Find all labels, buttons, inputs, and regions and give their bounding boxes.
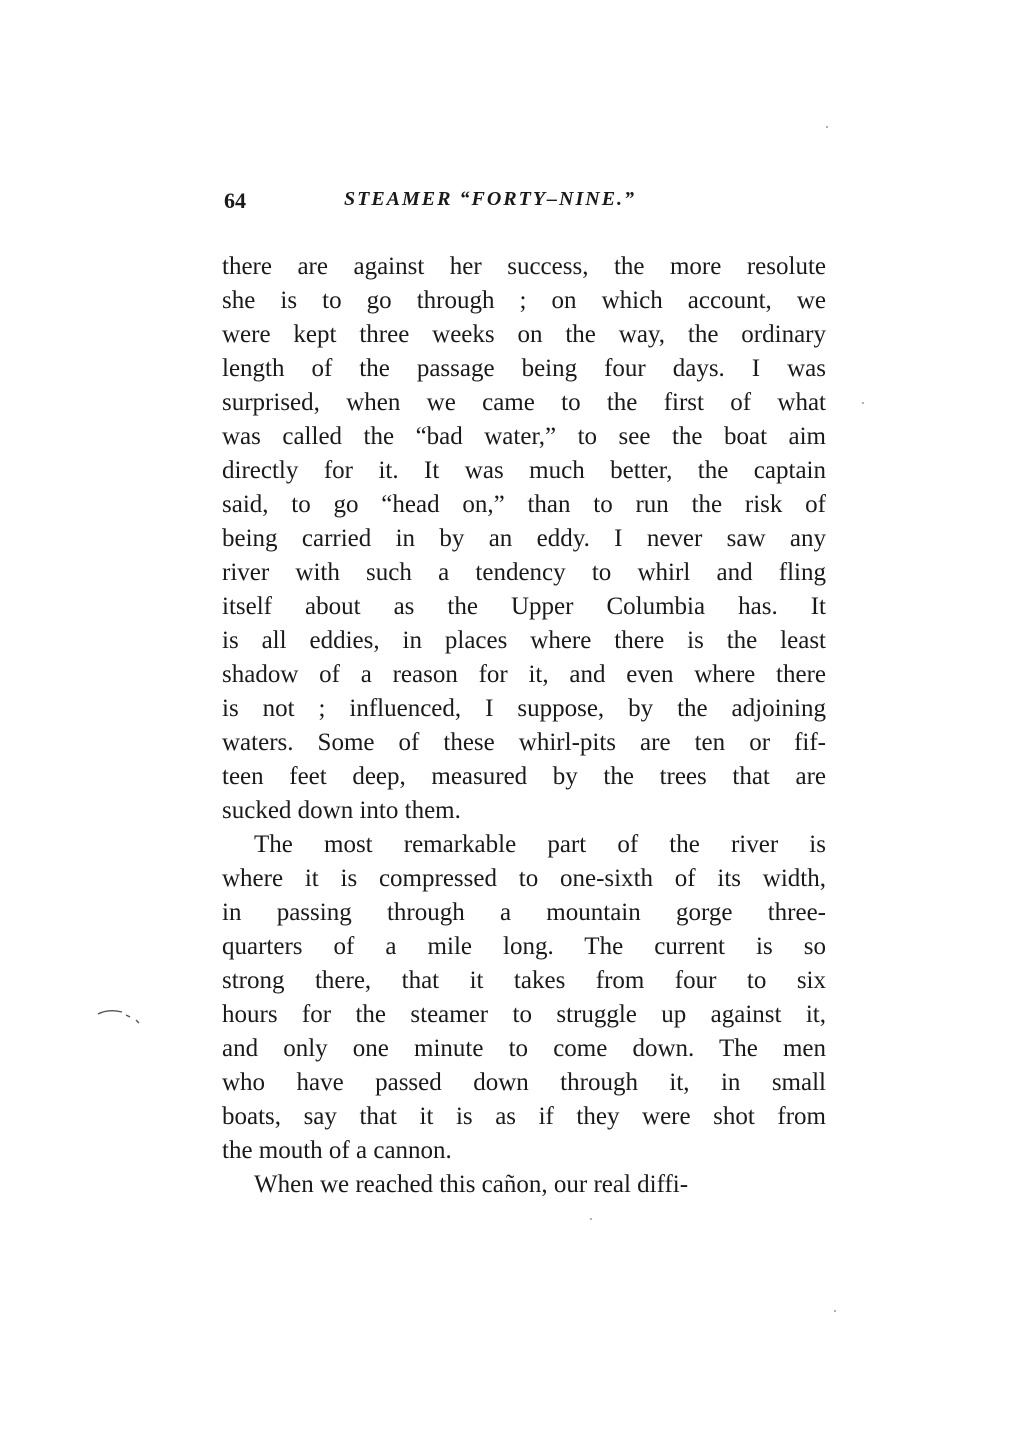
text-line: were kept three weeks on the way, the ordinary (222, 321, 826, 348)
scan-speck (834, 1310, 836, 1312)
text-line: there are against her success, the more resolute (222, 253, 826, 280)
text-line: hours for the steamer to struggle up against it, (222, 1001, 826, 1028)
text-line: she is to go through ; on which account, we (222, 287, 826, 314)
text-line: said, to go “head on,” than to run the risk of (222, 491, 826, 518)
text-line: quarters of a mile long. The current is so (222, 933, 826, 960)
text-line: strong there, that it takes from four to six (222, 967, 826, 994)
text-line: boats, say that it is as if they were shot from (222, 1103, 826, 1130)
paragraph (222, 828, 826, 1168)
body-text (222, 250, 826, 1202)
text-line: in passing through a mountain gorge three- (222, 899, 826, 926)
text-line: and only one minute to come down. The men (222, 1035, 826, 1062)
text-line: When we reached this cañon, our real diffi- (254, 1171, 689, 1198)
text-line: teen feet deep, measured by the trees that are (222, 763, 826, 790)
paragraph (222, 1168, 826, 1202)
scan-speck (826, 126, 828, 128)
text-line: surprised, when we came to the first of what (222, 389, 826, 416)
text-line: the mouth of a cannon. (222, 1137, 452, 1164)
text-line: shadow of a reason for it, and even where there (222, 661, 826, 688)
page-number: 64 (224, 188, 246, 213)
text-line: is not ; influenced, I suppose, by the adjoining (222, 695, 826, 722)
paragraph (222, 250, 826, 828)
text-line: is all eddies, in places where there is the least (222, 627, 826, 654)
running-title: STEAMER “FORTY–NINE.” (344, 188, 637, 210)
running-head (224, 188, 824, 218)
scan-speck (862, 402, 864, 404)
text-line: was called the “bad water,” to see the boat aim (222, 423, 826, 450)
text-line: waters. Some of these whirl-pits are ten or fif- (222, 729, 826, 756)
text-line: river with such a tendency to whirl and fling (222, 559, 826, 586)
text-line: itself about as the Upper Columbia has. It (222, 593, 826, 620)
text-line: The most remarkable part of the river is (254, 831, 826, 858)
text-line: length of the passage being four days. I was (222, 355, 826, 382)
text-line: sucked down into them. (222, 797, 461, 824)
text-line: where it is compressed to one-sixth of its width, (222, 865, 826, 892)
text-line: directly for it. It was much better, the captain (222, 457, 826, 484)
text-line: being carried in by an eddy. I never saw any (222, 525, 826, 552)
margin-pencil-mark (96, 1006, 146, 1026)
text-line: who have passed down through it, in small (222, 1069, 826, 1096)
scan-speck (590, 1218, 592, 1220)
